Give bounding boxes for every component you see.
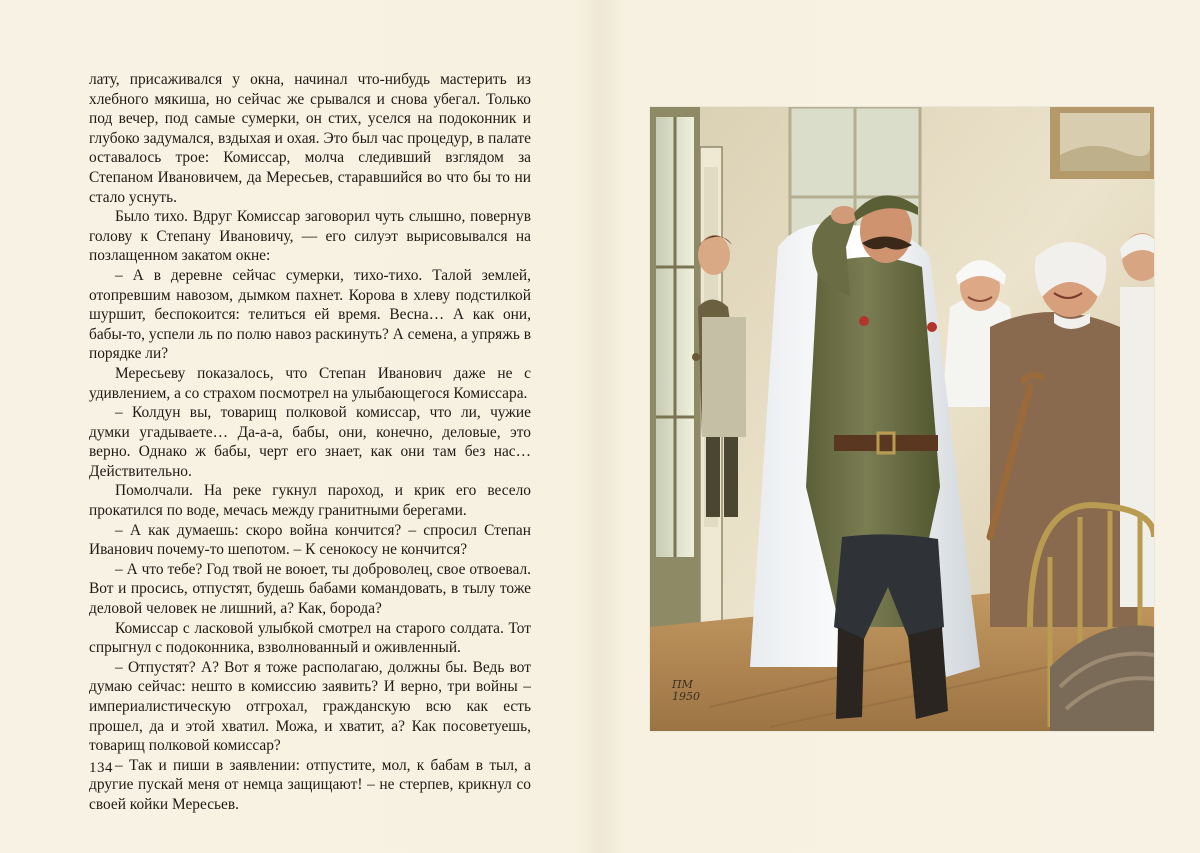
artist-signature: [672, 679, 700, 703]
signature-year: 1950: [672, 690, 700, 703]
paragraph: Помолчали. На реке гукнул пароход, и крик его весело прокатился по воде, мечась между гранитными берегами.: [89, 482, 531, 520]
paragraph: – Так и пиши в заявлении: отпустите, мол, к бабам в тыл, а другие пускай меня от немца защищают! – не стерпев, крикнул со своей койки Мересьев.: [89, 756, 531, 813]
wall-picture: [1050, 107, 1154, 179]
paragraph: – А как думаешь: скоро война кончится? – спросил Степан Иванович почему-то шепотом. – К сенокосу не кончится?: [89, 521, 531, 559]
left-page: [89, 70, 531, 815]
illustration-painting: [650, 107, 1154, 731]
page-number: 134: [89, 760, 113, 776]
paragraph: – А что тебе? Год твой не воюет, ты доброволец, свое отвоевал. Вот и просись, отпустят, будешь бабами командовать, в тылу тоже деловой человек не лишний, а? Как, борода?: [89, 560, 531, 618]
paragraph: Было тихо. Вдруг Комиссар заговорил чуть слышно, повернув голову к Степану Ивановичу, — его силуэт вырисовывался на позлащенном закатом окне:: [89, 208, 531, 265]
illustration: [650, 107, 1154, 731]
saluting-hand: [831, 206, 857, 224]
paragraph: Комиссар с ласковой улыбкой смотрел на старого солдата. Тот спрыгнул с подоконника, взволнованный и оживленный.: [89, 619, 531, 657]
paragraph: лату, присаживался у окна, начинал что-нибудь мастерить из хлебного мякиша, но сейчас же срывался и снова убегал. Только под вечер, под самые сумерки, он стих, уселся на подоконник и глубоко задумался, вздыхая и охая. Это был час процедур, в палате оставалось трое: Комиссар, молча следивший взглядом за Степаном Ивановичем, да Мересьев, старавшийся во что бы то ни стало уснуть.: [89, 71, 531, 206]
boot-left: [836, 627, 864, 719]
belt: [834, 435, 938, 451]
text-block: [89, 70, 531, 815]
paragraph: – Отпустят? А? Вот я тоже располагаю, должны бы. Ведь вот думаю сейчас: нешто в комиссию заявить? И верно, три войны – империалистическую отгрохал, гражданскую всю как есть прошел, да и этой хватил. Можа, и хватит, а? Как посоветуешь, товарищ полковой комиссар?: [89, 658, 531, 755]
signature-initials: ПМ: [672, 678, 693, 691]
medal-icon: [859, 316, 869, 326]
far-right-figure: [1120, 233, 1154, 607]
paragraph: – Колдун вы, товарищ полковой комиссар, что ли, чужие думки угадываете… Да-а-а, бабы, они, конечно, деловые, это верно. Однако ж бабы, черт его знает, как они там без нас… Действительно.: [89, 404, 531, 480]
paragraph: Мересьеву показалось, что Степан Иванович даже не с удивлением, а со страхом посмотрел на улыбающегося Комиссара.: [89, 364, 531, 402]
medal-icon: [927, 322, 937, 332]
paragraph: – А в деревне сейчас сумерки, тихо-тихо. Талой землей, отопревшим навозом, дымком пахнет. Корова в хлеву подстилкой шуршит, беспокоится: телиться ей время. Весна… А как они, бабы-то, успели ль по полю навоз раскинуть? А семена, а упряжь в порядке ли?: [89, 266, 531, 363]
